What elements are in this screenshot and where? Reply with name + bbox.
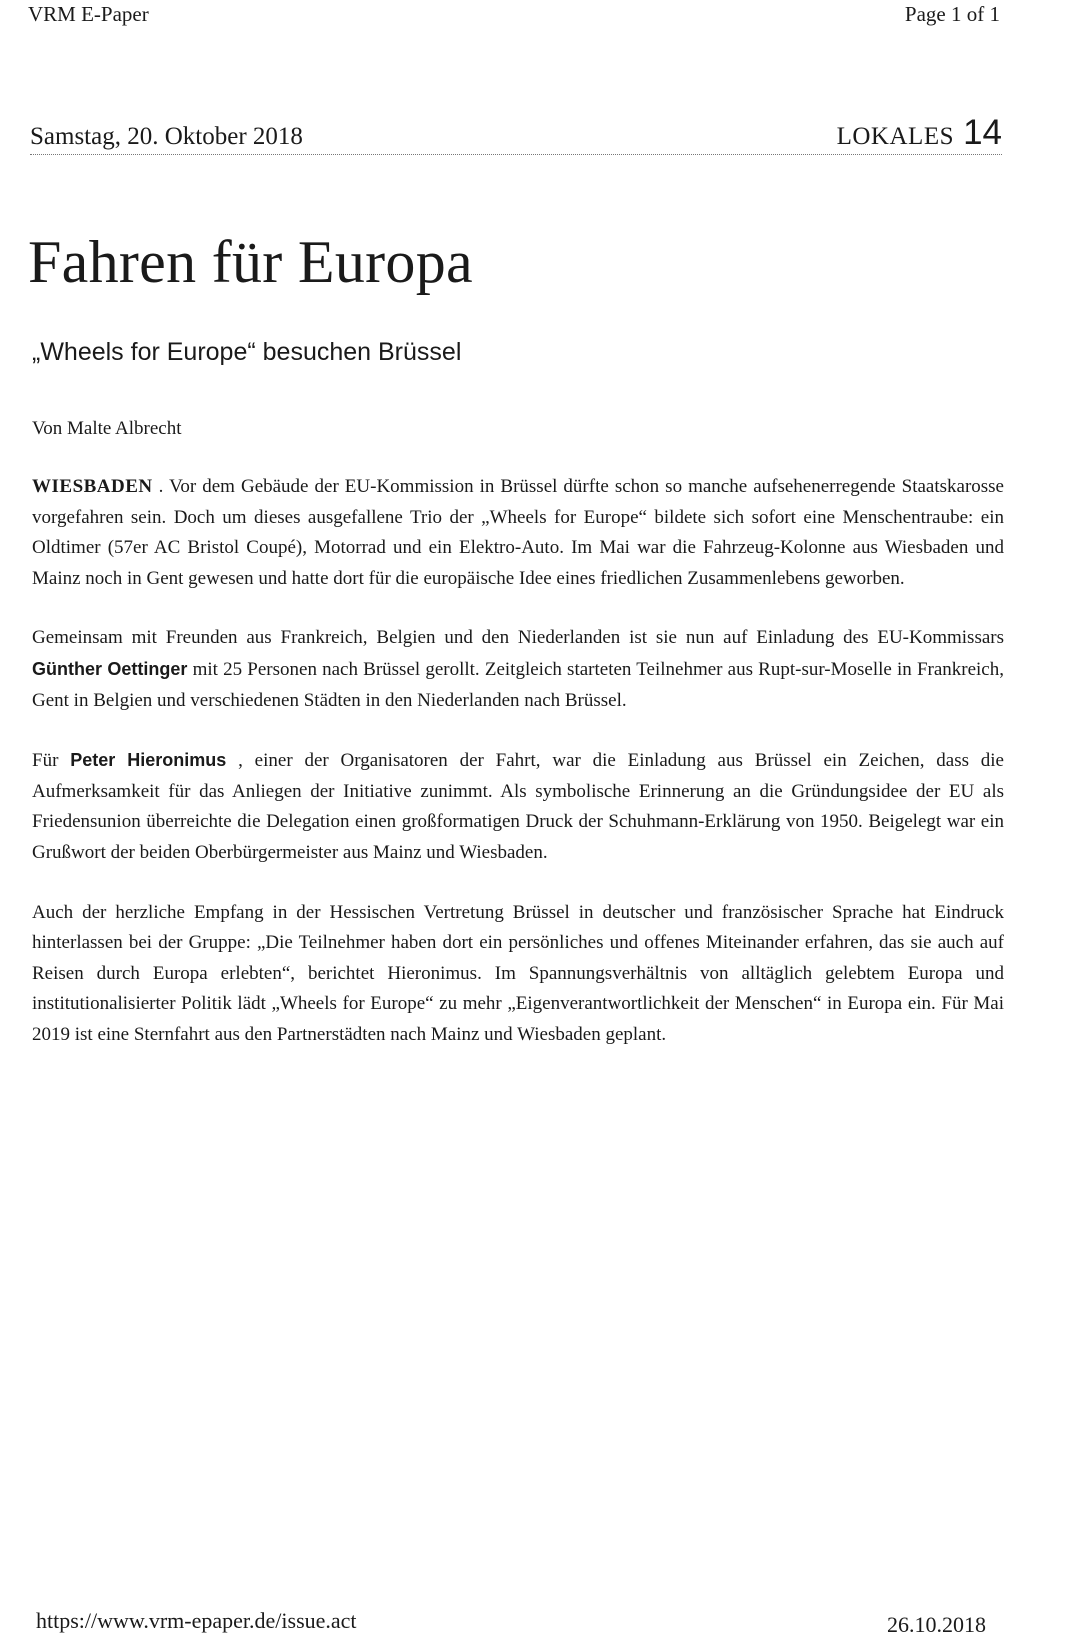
issue-date: Samstag, 20. Oktober 2018 bbox=[30, 123, 303, 150]
dateline-location: WIESBADEN bbox=[32, 476, 153, 497]
person-name: Peter Hieronimus bbox=[70, 750, 227, 771]
print-date: 26.10.2018 bbox=[887, 1612, 986, 1637]
article-byline: Von Malte Albrecht bbox=[32, 418, 182, 439]
paragraph-text: , einer der Organisatoren der Fahrt, war die Einladung aus Brüssel ein Zeichen, dass die Aufmerksamkeit für das Anliegen der Initiative zunimmt. Als symbolische Erinnerung an die Gründungsidee der EU als Friedensunion überreichte die Delegation einen großformatigen Druck der Schuhmann-Erklärung von 1950. Beigelegt war ein Grußwort der beiden Oberbürgermeister aus Mainz und Wiesbaden. bbox=[32, 750, 1004, 863]
page-number: 14 bbox=[963, 113, 1002, 152]
section-name: LOKALES bbox=[836, 123, 954, 150]
paragraph-text: Für bbox=[32, 750, 71, 772]
article-paragraph bbox=[32, 472, 1004, 594]
paragraph-text: mit 25 Personen nach Brüssel gerollt. Zeitgleich starteten Teilnehmer aus Rupt-sur-Moselle in Frankreich, Gent in Belgien und verschiedenen Städten in den Niederlanden nach Brüssel. bbox=[32, 658, 1004, 711]
article-body bbox=[32, 472, 1004, 1080]
article-paragraph bbox=[32, 898, 1004, 1051]
print-footer bbox=[36, 1608, 986, 1638]
print-source: VRM E-Paper bbox=[28, 2, 149, 26]
print-url: https://www.vrm-epaper.de/issue.act bbox=[36, 1608, 357, 1633]
paragraph-text: Gemeinsam mit Freunden aus Frankreich, Belgien und den Niederlanden ist sie nun auf Einladung des EU-Kommissars bbox=[32, 627, 1004, 649]
paragraph-text: Auch der herzliche Empfang in der Hessischen Vertretung Brüssel in deutscher und französischer Sprache hat Eindruck hinterlassen bei der Gruppe: „Die Teilnehmer haben dort ein persönliches und offenes Miteinander erfahren, das sie auch auf Reisen durch Europa erlebten“, berichtet Hieronimus. Im Spannungsverhältnis von alltäglich gelebtem Europa und institutionalisierter Politik lädt „Wheels for Europe“ zu mehr „Eigenverantwortlichkeit der Menschen“ in Europa ein. Für Mai 2019 ist eine Sternfahrt aus den Partnerstädten nach Mainz und Wiesbaden geplant. bbox=[32, 901, 1004, 1045]
dateline bbox=[30, 113, 1002, 155]
paragraph-text: . Vor dem Gebäude der EU-Kommission in Brüssel dürfte schon so manche aufsehenerregende Staatskarosse vorgefahren sein. Doch um dieses ausgefallene Trio der „Wheels for Europe“ bildete sich sofort eine Menschentraube: ein Oldtimer (57er AC Bristol Coupé), Motorrad und ein Elektro-Auto. Im Mai war die Fahrzeug-Kolonne aus Wiesbaden und Mainz noch in Gent gewesen und hatte dort für die europäische Idee eines friedlichen Zusammenlebens geworben. bbox=[32, 476, 1004, 589]
print-page-indicator: Page 1 of 1 bbox=[904, 2, 1000, 26]
article-paragraph bbox=[32, 745, 1004, 868]
article-paragraph bbox=[32, 623, 1004, 716]
article-headline: Fahren für Europa bbox=[28, 229, 473, 295]
print-header bbox=[28, 2, 1000, 32]
person-name: Günther Oettinger bbox=[32, 658, 188, 679]
article-subheadline: „Wheels for Europe“ besuchen Brüssel bbox=[32, 338, 462, 366]
